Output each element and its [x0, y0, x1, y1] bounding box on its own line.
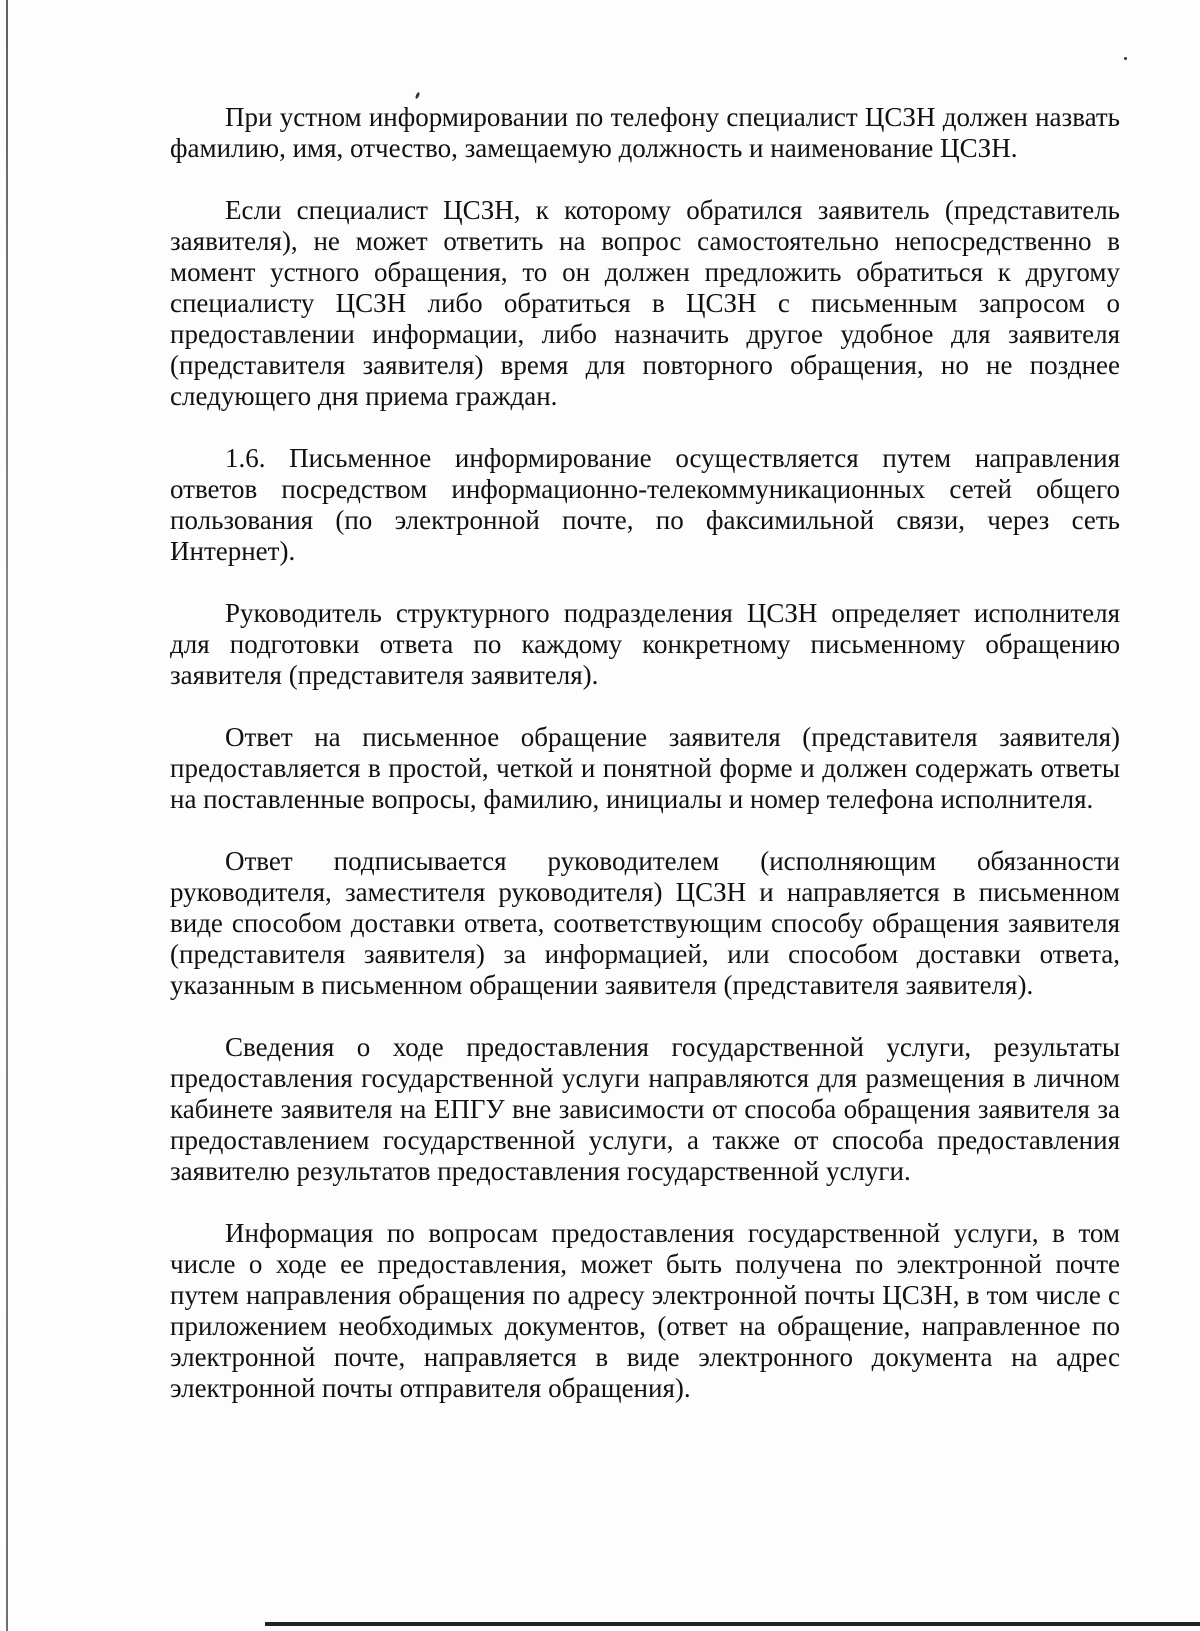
- paragraph-specialist-cannot-answer: Если специалист ЦСЗН, к которому обратился заявитель (представитель заявителя), не может ответить на вопрос самостоятельно непосредственно в момент устного обращения, то он должен предложить обратиться к другому специалисту ЦСЗН либо обратиться в ЦСЗН с письменным запросом о предоставлении информации, либо назначить другое удобное для заявителя (представителя заявителя) время для повторного обращения, но не позднее следующего дня приема граждан.: [170, 195, 1120, 411]
- scan-speck: [415, 92, 421, 100]
- paragraph-phone-info: При устном информировании по телефону специалист ЦСЗН должен назвать фамилию, имя, отчество, замещаемую должность и наименование ЦСЗН.: [170, 102, 1120, 163]
- scan-speck: [1124, 57, 1127, 60]
- paragraph-written-info: 1.6. Письменное информирование осуществляется путем направления ответов посредством информационно-телекоммуникационных сетей общего пользования (по электронной почте, по факсимильной связи, через сеть Интернет).: [170, 443, 1120, 566]
- paragraph-email-info: Информация по вопросам предоставления государственной услуги, в том числе о ходе ее предоставления, может быть получена по электронной почте путем направления обращения по адресу электронной почты ЦСЗН, в том числе с приложением необходимых документов, (ответ на обращение, направленное по электронной почте, направляется в виде электронного документа на адрес электронной почты отправителя обращения).: [170, 1218, 1120, 1403]
- paragraph-epgu-info: Сведения о ходе предоставления государственной услуги, результаты предоставления государственной услуги направляются для размещения в личном кабинете заявителя на ЕПГУ вне зависимости от способа обращения заявителя за предоставлением государственной услуги, а также от способа предоставления заявителю результатов предоставления государственной услуги.: [170, 1032, 1120, 1186]
- scan-edge-left: [6, 0, 8, 1631]
- paragraph-head-assigns: Руководитель структурного подразделения ЦСЗН определяет исполнителя для подготовки ответа по каждому конкретному письменному обращению заявителя (представителя заявителя).: [170, 598, 1120, 690]
- scan-edge-bottom: [265, 1622, 1200, 1626]
- paragraph-answer-signed: Ответ подписывается руководителем (исполняющим обязанности руководителя, заместителя руководителя) ЦСЗН и направляется в письменном виде способом доставки ответа, соответствующим способу обращения заявителя (представителя заявителя) за информацией, или способом доставки ответа, указанным в письменном обращении заявителя (представителя заявителя).: [170, 846, 1120, 1000]
- paragraph-answer-form: Ответ на письменное обращение заявителя (представителя заявителя) предоставляется в простой, четкой и понятной форме и должен содержать ответы на поставленные вопросы, фамилию, инициалы и номер телефона исполнителя.: [170, 722, 1120, 814]
- document-body: [170, 102, 1120, 1404]
